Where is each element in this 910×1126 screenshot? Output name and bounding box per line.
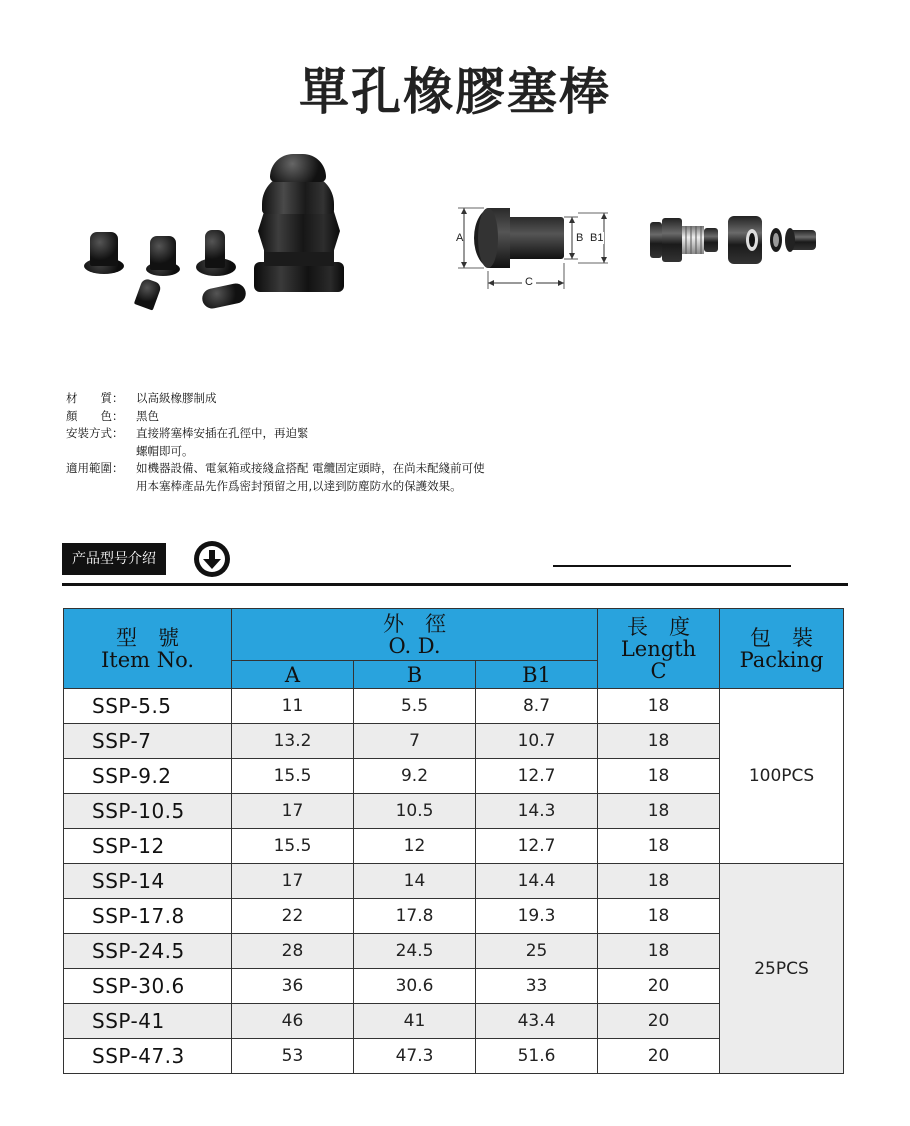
header-od — [232, 609, 598, 661]
cell-item: SSP-7 — [64, 724, 232, 759]
header-packing — [720, 609, 844, 689]
spec-color — [66, 408, 586, 426]
spec-usage-value: 如機器設備、電氣箱或接綫盒搭配 電纜固定頭時，在尚未配綫前可使 — [136, 461, 485, 475]
cell-a: 17 — [232, 864, 354, 899]
spec-install-value: 直接將塞棒安插在孔徑中，再迫緊 — [136, 426, 309, 440]
header-length-c: C — [650, 658, 667, 683]
cell-item: SSP-9.2 — [64, 759, 232, 794]
cell-a: 11 — [232, 689, 354, 724]
cell-b: 5.5 — [354, 689, 476, 724]
header-col-b1: B1 — [476, 661, 598, 689]
cell-packing-100: 100PCS — [720, 689, 844, 864]
cell-item: SSP-24.5 — [64, 934, 232, 969]
dim-label-a: A — [456, 232, 464, 244]
cell-item: SSP-12 — [64, 829, 232, 864]
cell-c: 18 — [598, 724, 720, 759]
cell-item: SSP-10.5 — [64, 794, 232, 829]
header-length-en: Length — [620, 636, 697, 661]
spec-color-label: 顏 色： — [66, 408, 124, 423]
cell-c: 18 — [598, 899, 720, 934]
spec-table — [63, 608, 844, 1074]
cell-b1: 43.4 — [476, 1004, 598, 1039]
cell-a: 15.5 — [232, 829, 354, 864]
cell-b: 30.6 — [354, 969, 476, 1004]
down-arrow-icon — [194, 541, 230, 577]
header-packing-en: Packing — [739, 647, 824, 672]
header-od-zh: 外 徑 — [383, 611, 446, 636]
section-title: 产品型号介绍 — [62, 543, 166, 575]
header-item — [64, 609, 232, 689]
cell-c: 20 — [598, 1004, 720, 1039]
dim-label-b1: B1 — [590, 232, 604, 244]
cell-a: 15.5 — [232, 759, 354, 794]
cell-c: 18 — [598, 829, 720, 864]
plug-photo-5 — [200, 282, 247, 311]
cell-packing-25: 25PCS — [720, 864, 844, 1074]
cell-a: 36 — [232, 969, 354, 1004]
plug-photo-3 — [205, 230, 225, 268]
cell-b: 12 — [354, 829, 476, 864]
cell-b: 47.3 — [354, 1039, 476, 1074]
table-row — [64, 864, 844, 899]
cell-a: 53 — [232, 1039, 354, 1074]
cell-b1: 12.7 — [476, 759, 598, 794]
spec-color-value: 黑色 — [136, 408, 159, 423]
cell-b1: 25 — [476, 934, 598, 969]
cell-b1: 51.6 — [476, 1039, 598, 1074]
cell-b: 14 — [354, 864, 476, 899]
cell-c: 18 — [598, 864, 720, 899]
exploded-assembly-drawing — [648, 212, 818, 268]
cell-c: 20 — [598, 969, 720, 1004]
spec-material-label: 材 質： — [66, 391, 124, 405]
section-divider-short — [553, 565, 791, 567]
cell-c: 18 — [598, 759, 720, 794]
cell-a: 22 — [232, 899, 354, 934]
cell-item: SSP-17.8 — [64, 899, 232, 934]
cell-c: 18 — [598, 689, 720, 724]
cell-b1: 33 — [476, 969, 598, 1004]
spec-usage-value-cont: 用本塞棒產品先作爲密封預留之用,以達到防塵防水的保護效果。 — [136, 478, 462, 493]
spec-install — [66, 425, 586, 443]
cell-item: SSP-41 — [64, 1004, 232, 1039]
plug-photo-4 — [134, 277, 162, 310]
spec-usage-label: 適用範圍： — [66, 461, 124, 475]
header-col-a: A — [232, 661, 354, 689]
header-item-en: Item No. — [100, 647, 195, 672]
cell-b: 17.8 — [354, 899, 476, 934]
dim-label-c: C — [522, 276, 536, 288]
cell-b: 24.5 — [354, 934, 476, 969]
exploded-assembly-photo — [648, 212, 818, 268]
cell-b: 10.5 — [354, 794, 476, 829]
cell-b1: 12.7 — [476, 829, 598, 864]
cell-item: SSP-30.6 — [64, 969, 232, 1004]
cell-b1: 14.3 — [476, 794, 598, 829]
spec-block — [66, 390, 586, 495]
dimension-diagram — [448, 205, 618, 295]
spec-material — [66, 390, 586, 408]
cell-c: 20 — [598, 1039, 720, 1074]
cell-a: 13.2 — [232, 724, 354, 759]
page-title: 單孔橡膠塞棒 — [299, 62, 611, 121]
plug-photo-2 — [150, 236, 176, 270]
cell-item: SSP-47.3 — [64, 1039, 232, 1074]
header-col-b: B — [354, 661, 476, 689]
spec-install-value-cont: 螺帽即可。 — [136, 443, 194, 458]
cell-item: SSP-14 — [64, 864, 232, 899]
header-length-zh: 長 度 — [627, 614, 691, 639]
header-od-en: O. D. — [388, 633, 441, 658]
cell-a: 28 — [232, 934, 354, 969]
table-row — [64, 689, 844, 724]
header-packing-zh: 包 裝 — [750, 625, 814, 650]
cell-c: 18 — [598, 794, 720, 829]
spec-material-value: 以高級橡膠制成 — [136, 391, 217, 405]
spec-install-label: 安裝方式： — [66, 426, 124, 440]
cell-b: 41 — [354, 1004, 476, 1039]
cable-gland-photo — [258, 154, 340, 294]
spec-usage — [66, 460, 586, 478]
cell-c: 18 — [598, 934, 720, 969]
section-divider — [62, 583, 848, 586]
cell-b1: 19.3 — [476, 899, 598, 934]
product-photo-group — [70, 150, 340, 330]
cell-item: SSP-5.5 — [64, 689, 232, 724]
cell-b: 7 — [354, 724, 476, 759]
cell-a: 46 — [232, 1004, 354, 1039]
dim-label-b: B — [576, 232, 584, 244]
cell-b1: 10.7 — [476, 724, 598, 759]
cell-a: 17 — [232, 794, 354, 829]
header-length — [598, 609, 720, 689]
plug-photo-1 — [90, 232, 118, 266]
header-item-zh: 型 號 — [116, 625, 179, 650]
cell-b: 9.2 — [354, 759, 476, 794]
cell-b1: 14.4 — [476, 864, 598, 899]
cell-b1: 8.7 — [476, 689, 598, 724]
